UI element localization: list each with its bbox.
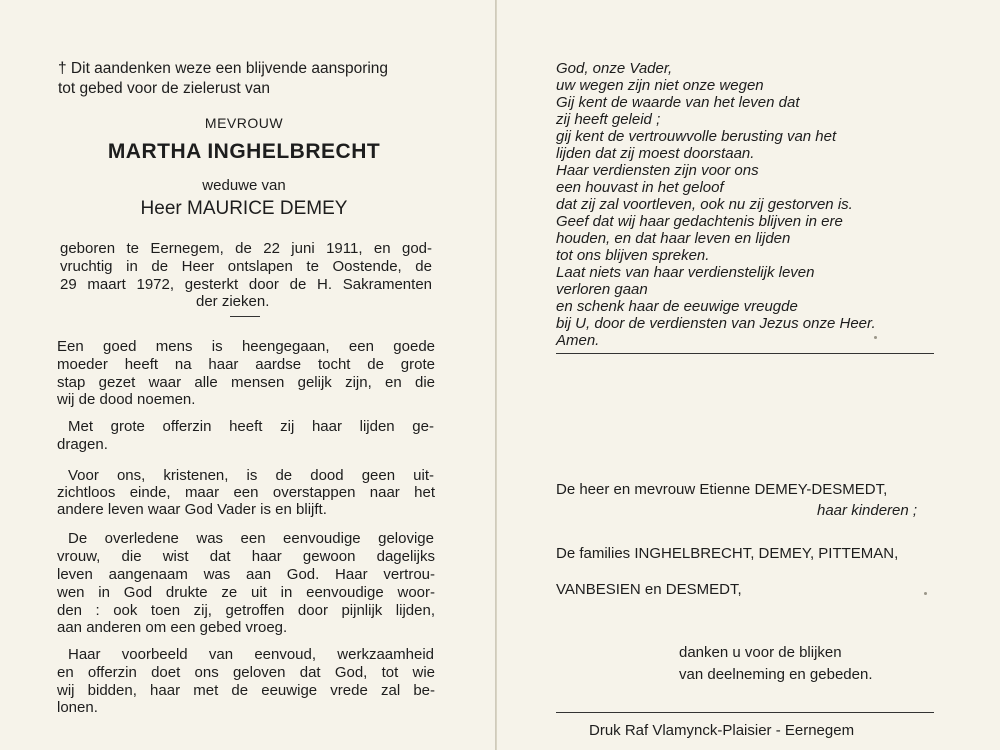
para4-line4: wen in God drukte ze uit in eenvoudige woor- xyxy=(57,584,435,601)
para2-line2: dragen. xyxy=(57,436,108,453)
para3-line1: Voor ons, kristenen, is de dood geen uit- xyxy=(68,467,434,484)
prayer-line-11: houden, en dat haar leven en lijden xyxy=(556,230,791,247)
paper-speck xyxy=(924,592,927,595)
spouse-name: Heer MAURICE DEMEY xyxy=(140,198,348,219)
para4-line1: De overledene was een eenvoudige gelovige xyxy=(68,530,434,547)
thanks-line-2: van deelneming en gebeden. xyxy=(679,666,873,683)
family-line-3: De families INGHELBRECHT, DEMEY, PITTEMAN, xyxy=(556,545,899,562)
title-prefix: MEVROUW xyxy=(204,115,284,131)
prayer-line-1: God, onze Vader, xyxy=(556,60,673,77)
bio-line-2: vruchtig in de Heer ontslapen te Oostende, de xyxy=(60,258,432,275)
para1-line3: stap gezet waar alle mensen gelijk zijn, en die xyxy=(57,374,435,391)
para5-line2: en offerzin doet ons geloven dat God, tot wie xyxy=(57,664,435,681)
right-separator-top xyxy=(556,353,934,354)
prayer-line-7: Haar verdiensten zijn voor ons xyxy=(556,162,759,179)
prayer-line-8: een houvast in het geloof xyxy=(556,179,724,196)
family-line-4: VANBESIEN en DESMEDT, xyxy=(556,581,742,598)
intro-line-1: † Dit aandenken weze een blijvende aansporing xyxy=(58,60,389,77)
prayer-line-16: bij U, door de verdiensten van Jezus onze Heer. xyxy=(556,315,876,332)
family-line-1: De heer en mevrouw Etienne DEMEY-DESMEDT, xyxy=(556,481,888,498)
para1-line2: moeder heeft na haar aardse tocht de grote xyxy=(57,356,435,373)
left-separator xyxy=(230,316,260,317)
prayer-line-17: Amen. xyxy=(556,332,600,349)
para4-line2: vrouw, die wist dat haar gewoon dagelijks xyxy=(57,548,435,565)
prayer-line-2: uw wegen zijn niet onze wegen xyxy=(556,77,764,94)
para3-line2: zichtloos einde, maar een overstappen naar het xyxy=(57,484,435,501)
para4-line5: den : ook toen zij, getroffen door pijnlijk lijden, xyxy=(57,602,435,619)
bio-line-4: der zieken. xyxy=(196,293,270,310)
paper-speck xyxy=(874,336,877,339)
intro-line-2: tot gebed voor de zielerust van xyxy=(58,80,270,97)
para2-line1: Met grote offerzin heeft zij haar lijden ge- xyxy=(68,418,434,435)
bio-line-3: 29 maart 1972, gesterkt door de H. Sakramenten xyxy=(60,276,432,293)
prayer-line-3: Gij kent de waarde van het leven dat xyxy=(556,94,800,111)
para1-line1: Een goed mens is heengegaan, een goede xyxy=(57,338,435,355)
right-card xyxy=(497,0,1000,750)
prayer-line-15: en schenk haar de eeuwige vreugde xyxy=(556,298,798,315)
para1-line4: wij de dood noemen. xyxy=(57,391,196,408)
prayer-line-14: verloren gaan xyxy=(556,281,648,298)
right-separator-bottom xyxy=(556,712,934,713)
deceased-name: MARTHA INGHELBRECHT xyxy=(107,140,381,163)
para3-line3: andere leven waar God Vader is en blijft. xyxy=(57,501,327,518)
prayer-line-10: Geef dat wij haar gedachtenis blijven in ere xyxy=(556,213,843,230)
widow-of: weduwe van xyxy=(202,177,286,194)
prayer-line-13: Laat niets van haar verdienstelijk leven xyxy=(556,264,815,281)
prayer-line-5: gij kent de vertrouwvolle berusting van het xyxy=(556,128,837,145)
para5-line4: lonen. xyxy=(57,699,98,716)
para4-line3: leven aangenaam was aan God. Haar vertrou- xyxy=(57,566,435,583)
family-line-2: haar kinderen ; xyxy=(817,502,918,519)
para5-line1: Haar voorbeeld van eenvoud, werkzaamheid xyxy=(68,646,434,663)
bio-line-1: geboren te Eernegem, de 22 juni 1911, en god- xyxy=(60,240,432,257)
para4-line6: aan anderen om een gebed vroeg. xyxy=(57,619,288,636)
prayer-line-12: tot ons blijven spreken. xyxy=(556,247,710,264)
printer-credit: Druk Raf Vlamynck-Plaisier - Eernegem xyxy=(589,722,855,739)
left-card xyxy=(0,0,496,750)
para5-line3: wij bidden, haar met de eeuwige vrede zal be- xyxy=(57,682,435,699)
prayer-line-4: zij heeft geleid ; xyxy=(556,111,661,128)
thanks-line-1: danken u voor de blijken xyxy=(679,644,842,661)
prayer-line-9: dat zij zal voortleven, ook nu zij gestorven is. xyxy=(556,196,853,213)
prayer-line-6: lijden dat zij moest doorstaan. xyxy=(556,145,755,162)
